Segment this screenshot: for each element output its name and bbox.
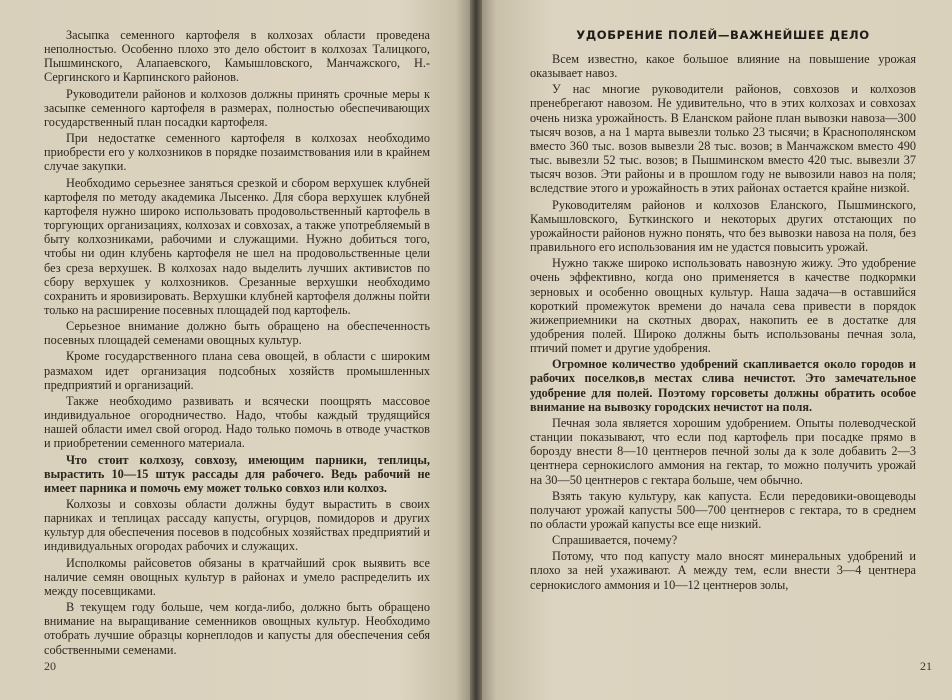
paragraph: Спрашивается, почему? [552, 533, 678, 548]
paragraph: Взять такую культуру, как капуста. Если передовики-овощеводы получают урожай капусты 500—700 центнеров с гектара, то в среднем по области урожай капусты все еще низкий. [530, 488, 916, 531]
paragraph: Руководителям районов и колхозов Еланского, Пышминского, Камышловского, Буткинского и некоторых других отстающих по урожайности районов нужно понять, что без вывозки навоза на поля, без правильного его использования им не удастся повысить урожай. [530, 197, 916, 255]
left-page [0, 0, 470, 700]
paragraph: При недостатке семенного картофеля в колхозах необходимо приобрести его у колхозников в порядке позаимствования или в крайнем случае закупки. [44, 131, 430, 174]
paragraph: Руководители районов и колхозов должны принять срочные меры к засыпке семенного картофеля в размерах, полностью обеспечивающих государственный план посадки картофеля. [44, 86, 430, 129]
paragraph: У нас многие руководители районов, совхозов и колхозов пренебрегают навозом. Не удивительно, что в этих колхозах и совхозах очень низка урожайность. В Еланском районе план вывозки навоза—300 тысяч возов, а на 1 марта вывезли только 23 тысячи; в Краснополянском вместо 360 тыс. возов вывезли 28 тыс. возов; в Манчажском вместо 490 тыс. вывезли 52 тыс. возов; в Пышминском вместо 420 тыс. вывезли 37 тысяч возов. Эти районы и в прошлом году не вывозили навоз на поля; вследствие этого и урожайность в этих районах остается крайне низкой. [530, 82, 916, 196]
page-number-left: 20 [44, 659, 56, 673]
paragraph: В текущем году больше, чем когда-либо, должно быть обращено внимание на выращивание семенников овощных культур. Необходимо отобрать лучшие образцы корнеплодов и капусты для обеспечения себя собственными семенами. [44, 600, 430, 657]
page-number-right: 21 [920, 659, 932, 673]
paragraph: Огромное количество удобрений скапливается около городов и рабочих поселков,в местах слива нечистот. Это замечательное удобрение для полей. Поэтому горсоветы должны обратить особое внимание на вывозку городских нечистот на поля. [530, 357, 916, 414]
right-text-column [530, 28, 916, 592]
paragraph: Что стоит колхозу, совхозу, имеющим парники, теплицы, вырастить 10—15 штук рассады для рабочего. Ведь рабочий не имеет парника и помочь ему может только совхоз или колхоз. [44, 452, 430, 495]
paragraph: Также необходимо развивать и всячески поощрять массовое индивидуальное огородничество. Надо, чтобы каждый трудящийся нашей области имел свой огород. Надо только помочь в отводе участков и приобретении семенного материала. [44, 393, 430, 451]
paragraph: Необходимо серьезнее заняться срезкой и сбором верхушек клубней картофеля по методу академика Лысенко. Для сбора верхушек клубней картофеля нужно широко использовать продовольственный картофель в торгующих организациях, колхозах и совхозах, а также употребляемый в быту колхозниками, рабочими и служащими. Нужно добиться того, чтобы ни один клубень картофеля не шел на продовольственные цели без среза верхушек. В колхозах надо выделить лучших активистов по сбору верхушек у колхозников. Срезанные верхушки необходимо сохранить и яровизировать. Верхушки клубней картофеля должны пойти только на расширение посевных площадей под картофель. [44, 175, 430, 317]
paragraph: Исполкомы райсоветов обязаны в кратчайший срок выявить все наличие семян овощных культур в районах и умело распределить их между посевщиками. [44, 555, 430, 598]
paragraph: Колхозы и совхозы области должны будут вырастить в своих парниках и теплицах рассаду капусты, огурцов, помидоров и других культур для обеспечения посевов в подсобных хозяйствах предприятий и индивидуальных огородах рабочих и служащих. [44, 497, 430, 554]
right-page [482, 0, 952, 700]
book-spine [470, 0, 482, 700]
left-text-column [44, 28, 430, 657]
paragraph: Нужно также широко использовать навозную жижу. Это удобрение очень эффективно, когда оно применяется в качестве подкормки зерновых и особенно овощных культур. Наша задача—в оставшийся короткий промежуток времени до начала сева привести в порядок жижеприемники на скотных дворах, накопить ее в достатке для удобрения полей. Широко должны быть использованы печная зола, птичий помет и другие удобрения. [530, 256, 916, 356]
paragraph: Печная зола является хорошим удобрением. Опыты полеводческой станции показывают, что если под картофель при посадке прямо в борозду внести 8—10 центнеров печной золы да к золе добавить 2—3 центнера сернокислого аммония на гектар, то можно получить урожай на 30—50 центнеров с гектара больше, чем обычно. [530, 415, 916, 487]
right-paragraphs [530, 52, 916, 592]
section-heading: УДОБРЕНИЕ ПОЛЕЙ—ВАЖНЕЙШЕЕ ДЕЛО [576, 28, 870, 42]
paragraph: Кроме государственного плана сева овощей, в области с широким размахом идет организация подсобных хозяйств промышленных предприятий и организаций. [44, 349, 430, 392]
paragraph: Потому, что под капусту мало вносят минеральных удобрений и плохо за ней ухаживают. А между тем, если внести 3—4 центнера сернокислого аммония и 10—12 центнеров золы, [530, 549, 916, 592]
paragraph: Серьезное внимание должно быть обращено на обеспеченность посевных площадей семенами овощных культур. [44, 319, 430, 348]
paragraph: Засыпка семенного картофеля в колхозах области проведена неполностью. Особенно плохо это дело обстоит в колхозах Талицкого, Пышминского, Алапаевского, Камышловского, Манчажского, Н.-Сергинского и Карпинского районов. [44, 28, 430, 85]
paragraph: Всем известно, какое большое влияние на повышение урожая оказывает навоз. [530, 52, 916, 81]
